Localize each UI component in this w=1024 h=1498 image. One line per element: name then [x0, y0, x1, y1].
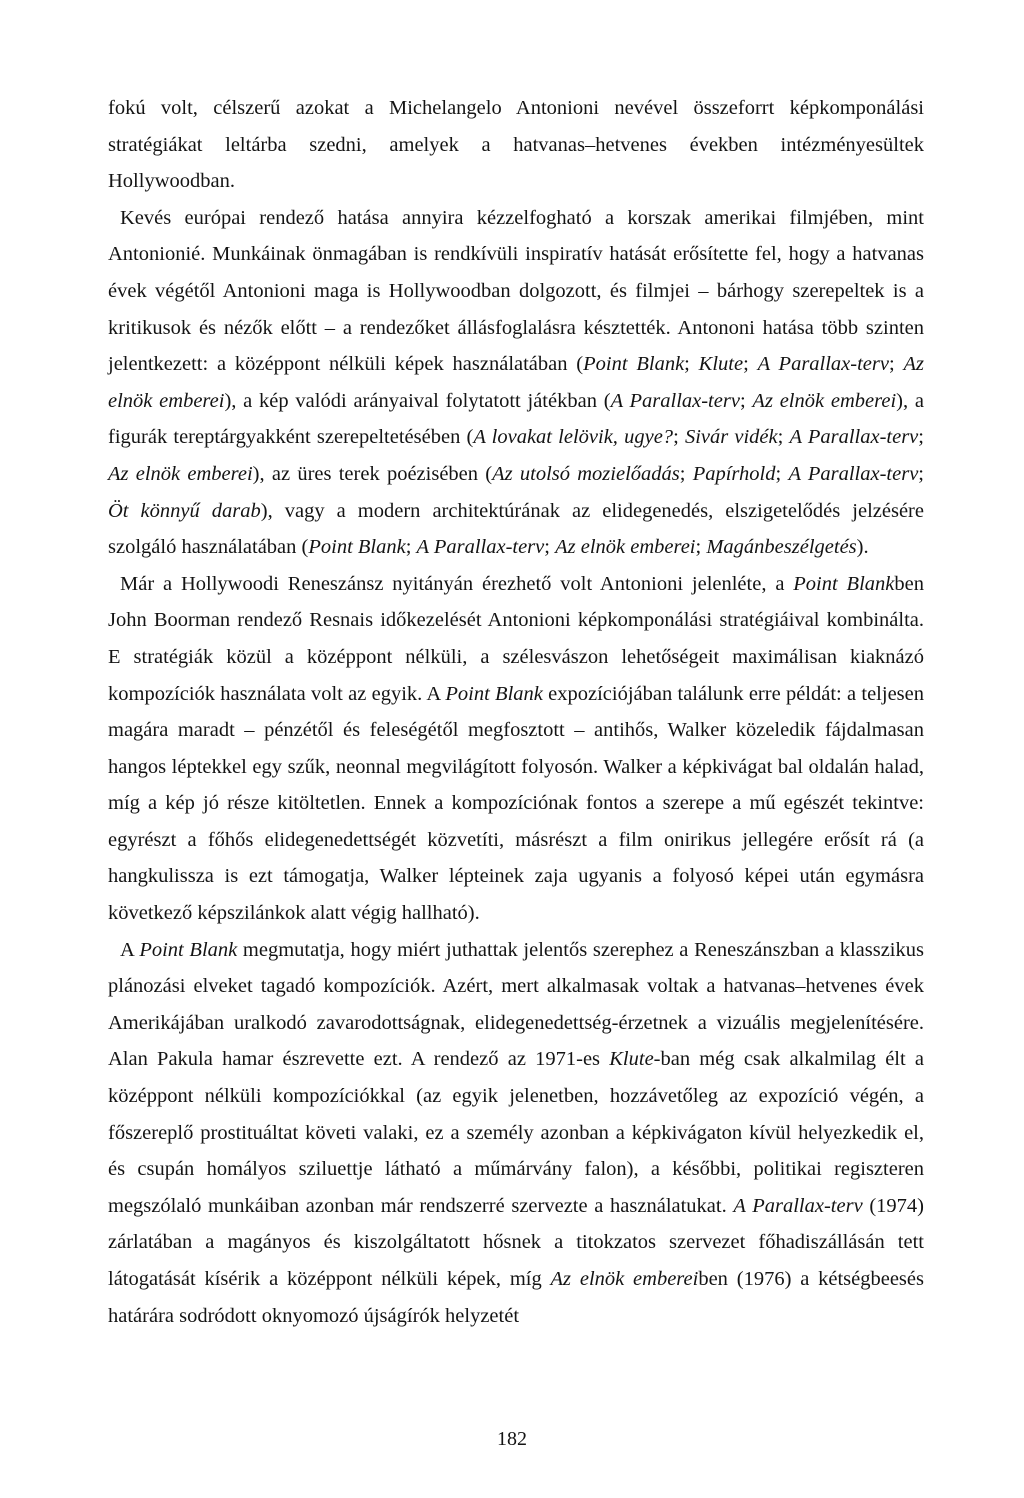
text-run: ; [743, 353, 758, 376]
paragraph [108, 200, 924, 566]
text-run: ; [775, 462, 789, 485]
text-run: ), az üres terek poézisében ( [252, 462, 493, 485]
text-run: ; [918, 426, 924, 449]
film-title: Sivár vidék [684, 426, 778, 449]
film-title: Klute [698, 353, 744, 376]
film-title: Point Blank [583, 353, 685, 376]
film-title: Az elnök emberei [108, 353, 924, 412]
text-run: ; [679, 462, 693, 485]
film-title: Point Blank [793, 572, 895, 595]
text-run: ; [695, 536, 707, 559]
text-run: Már a Hollywoodi Reneszánsz nyitányán érezhető volt Antonioni jelenléte, a [120, 572, 794, 595]
film-title: Point Blank [308, 536, 406, 559]
film-title: Az elnök emberei [550, 1268, 699, 1290]
text-run: (1974) zárlatában a magányos és kiszolgáltatott hősnek a titokzatos szervezet főhadiszállásán tett látogatását kísérik a középpont nélküli képek, míg [108, 1194, 925, 1290]
text-run: ), a kép valódi arányaival folytatott játékban ( [224, 389, 611, 412]
text-run: ; [673, 426, 685, 449]
text-run: Kevés európai rendező hatása annyira kézzelfogható a korszak amerikai filmjében, mint Antonionié. Munkáinak önmagában is rendkívüli inspiratív hatását erősítette fel, hogy a hatvanas évek végétől Antonioni maga is Hollywoodban dolgozott, és filmjei – bárhogy szerepeltek is a kritikusok és nézők előtt – a rendezőket állásfoglalásra késztették. Antononi hatása több szinten jelentkezett: a középpont nélküli képek használatában ( [108, 206, 924, 376]
text-run: ben John Boorman rendező Resnais időkezelését Antonioni képkomponálási stratégiáival kombinálta. E stratégiák közül a középpont nélküli, a szélesvászon lehetőségeit maximálisan kiaknázó kompozíciók használata volt az egyik. A [108, 572, 924, 705]
text-run: ; [544, 536, 556, 559]
text-run: ; [405, 536, 417, 559]
text-run: ; [739, 389, 753, 412]
film-title: A Parallax-terv [788, 462, 919, 485]
page-body [108, 90, 924, 1334]
film-title: Az elnök emberei [752, 389, 897, 412]
text-run: -ban még csak alkalmilag élt a középpont nélküli kompozíciókkal (az egyik jelenetben, hozzávetőleg az expozíció végén, a főszereplő prostituáltat követi valaki, ez a személy azonban a képkivágaton kívül helyezkedik el, és csupán homályos sziluettje látható a műmárvány falon), a későbbi, politikai regiszteren megszólaló munkáiban azonban már rendszerré szervezte a használatukat. [108, 1048, 924, 1217]
film-title: A lovakat lelövik, ugye? [473, 426, 674, 449]
paragraph [108, 566, 924, 932]
film-title: Az elnök emberei [108, 462, 253, 485]
paragraph [108, 932, 924, 1335]
film-title: Point Blank [139, 938, 238, 961]
text-run: ), vagy a modern architektúrának az elidegenedés, elszigetelődés jelzésére szolgáló használatában ( [108, 499, 924, 559]
film-title: A Parallax-terv [789, 426, 919, 449]
film-title: Papírhold [692, 462, 776, 485]
paragraph [108, 90, 924, 200]
text-run: ; [888, 353, 904, 376]
page-number: 182 [497, 1428, 527, 1450]
text-run: megmutatja, hogy miért juthattak jelentős szerephez a Reneszánszban a klasszikus plánozási elveket tagadó kompozíciók. Azért, mert alkalmasak voltak a hatvanas–hetvenes évek Amerikájában uralkodó zavarodottságnak, elidegenedettség-érzetnek a vizuális megjelenítésére. Alan Pakula hamar észrevette ezt. A rendező az 1971-es [108, 938, 924, 1071]
text-run: A [120, 938, 140, 961]
text-run: expozíciójában találunk erre példát: a teljesen magára maradt – pénzétől és feleségétől megfosztott – antihős, Walker közeledik fájdalmasan hangos léptekkel egy szűk, neonnal megvilágított folyosón. Walker a képkivágat bal oldalán halad, míg a kép jó része kitöltetlen. Ennek a kompozíciónak fontos a szerepe a mű egészét tekintve: egyrészt a főhős elidegenedettségét közvetíti, másrészt a film onirikus jellegére erősít rá (a hangkulissza is ezt támogatja, Walker lépteinek zaja ugyanis a folyosó képei után egymásra következő képszilánkok alatt végig hallható). [108, 682, 924, 925]
film-title: A Parallax-terv [416, 536, 545, 559]
text-run: ; [684, 353, 699, 376]
film-title: A Parallax-terv [757, 353, 889, 376]
text-run: fokú volt, célszerű azokat a Michelangelo Antonioni nevével összeforrt képkomponálási stratégiákat leltárba szedni, amelyek a hatvanas–hetvenes években intézményesültek Hollywoodban. [108, 97, 924, 193]
film-title: Az elnök emberei [555, 536, 696, 559]
text-run: ), a figurák tereptárgyakként szerepeltetésében ( [108, 389, 924, 449]
film-title: Point Blank [445, 682, 543, 705]
film-title: A Parallax-terv [733, 1194, 863, 1217]
text-run: ; [918, 462, 924, 485]
film-title: Öt könnyű darab [108, 499, 261, 522]
film-title: Magánbeszélgetés [706, 536, 857, 559]
text-run: ; [777, 426, 790, 449]
film-title: Klute [609, 1048, 654, 1071]
text-run: ). [856, 536, 869, 559]
film-title: Az utolsó mozielőadás [492, 462, 680, 485]
film-title: A Parallax-terv [610, 389, 740, 412]
text-run: ben (1976) a kétségbeesés határára sodródott oknyomozó újságírók helyzetét [108, 1268, 924, 1327]
